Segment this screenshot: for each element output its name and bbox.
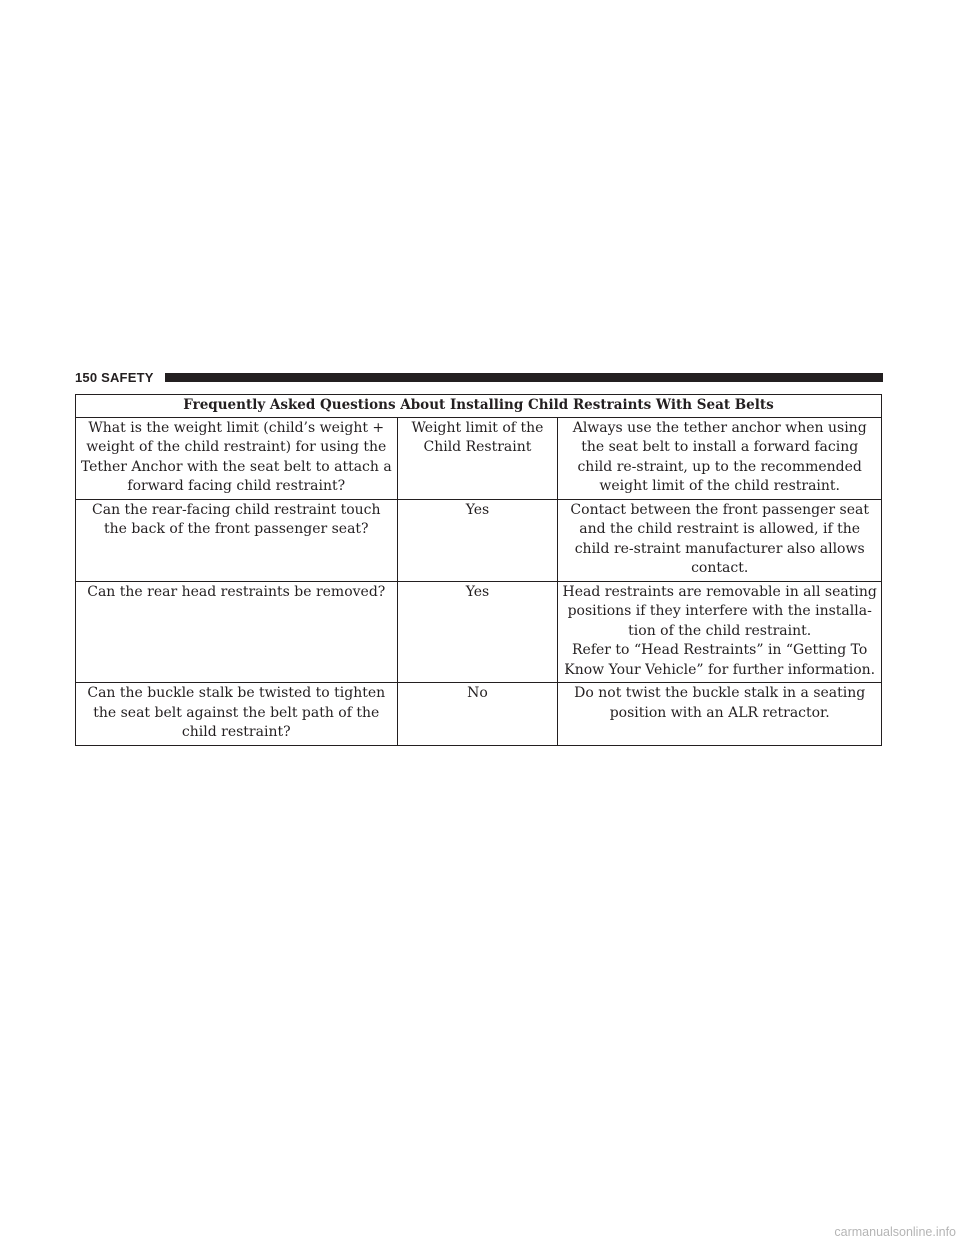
table-row	[76, 417, 882, 499]
short-answer-cell: Yes	[397, 499, 558, 581]
page-header	[75, 369, 883, 389]
table-row	[76, 581, 882, 683]
details-text: Head restraints are removable in all seating positions if they interfere with the installa-tion of the child restraint.	[562, 583, 877, 639]
details-cell	[558, 581, 882, 683]
faq-table	[75, 394, 882, 746]
table-row	[76, 499, 882, 581]
short-answer-cell: Yes	[397, 581, 558, 683]
header-rule	[165, 373, 883, 382]
details-cell	[558, 499, 882, 581]
question-cell: What is the weight limit (child’s weight + weight of the child restraint) for using the Tether Anchor with the seat belt to attach a forward facing child restraint?	[76, 417, 398, 499]
details-text: Refer to “Head Restraints” in “Getting To Know Your Vehicle” for further information.	[564, 642, 876, 678]
question-cell: Can the rear-facing child restraint touch the back of the front passenger seat?	[76, 499, 398, 581]
question-cell: Can the rear head restraints be removed?	[76, 581, 398, 683]
table-title: Frequently Asked Questions About Installing Child Restraints With Seat Belts	[76, 395, 882, 418]
table-title-row	[76, 395, 882, 418]
page-number-section: 150 SAFETY	[75, 370, 154, 385]
details-cell	[558, 683, 882, 746]
short-answer-cell: No	[397, 683, 558, 746]
watermark-link[interactable]: carmanualsonline.info	[834, 1225, 956, 1239]
details-text: Always use the tether anchor when using the seat belt to install a forward facing child re-straint, up to the recommended weight limit of the child restraint.	[572, 419, 867, 494]
short-answer-cell: Weight limit of the Child Restraint	[397, 417, 558, 499]
details-cell	[558, 417, 882, 499]
details-text: Contact between the front passenger seat and the child restraint is allowed, if the child re-straint manufacturer also allows contact.	[570, 501, 869, 576]
question-cell: Can the buckle stalk be twisted to tighten the seat belt against the belt path of the child restraint?	[76, 683, 398, 746]
table-row	[76, 683, 882, 746]
details-text: Do not twist the buckle stalk in a seating position with an ALR retractor.	[574, 685, 866, 721]
